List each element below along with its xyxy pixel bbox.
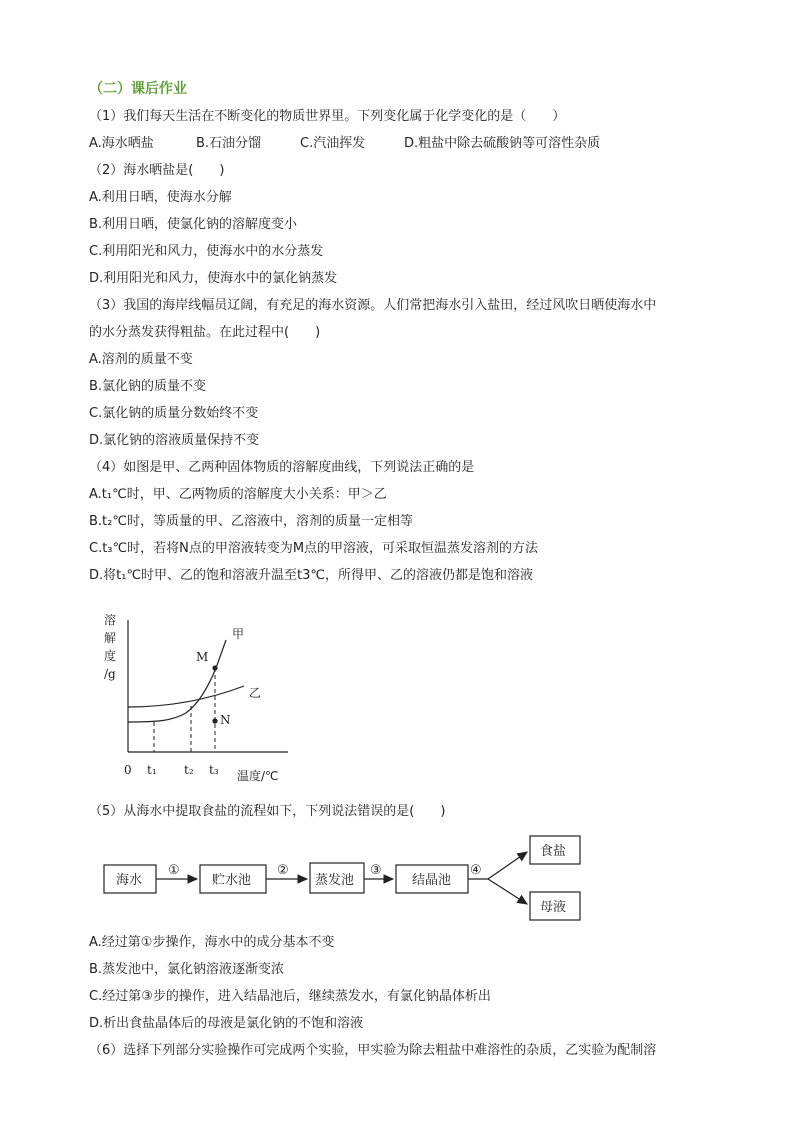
q2-option-b: B.利用日晒，使氯化钠的溶解度变小 bbox=[89, 217, 298, 232]
tick-t2: t₂ bbox=[184, 763, 194, 777]
q2-option-c: C.利用阳光和风力，使海水中的水分蒸发 bbox=[89, 244, 324, 259]
q5-stem: （5）从海水中提取食盐的流程如下，下列说法错误的是( ) bbox=[89, 804, 446, 819]
x-label: 温度/℃ bbox=[237, 769, 279, 783]
curve-yi-label: 乙 bbox=[249, 686, 262, 700]
q3-option-a: A.溶剂的质量不变 bbox=[89, 352, 193, 367]
q1-options bbox=[89, 135, 600, 153]
q3-option-c: C.氯化钠的质量分数始终不变 bbox=[89, 406, 259, 421]
q4-option-c: C.t₃℃时，若将N点的甲溶液转变为M点的甲溶液，可采取恒温蒸发溶剂的方法 bbox=[89, 541, 539, 556]
q4-option-b: B.t₂℃时，等质量的甲、乙溶液中，溶剂的质量一定相等 bbox=[89, 514, 413, 529]
point-m-label: M bbox=[196, 650, 209, 664]
q2-option-a: A.利用日晒，使海水分解 bbox=[89, 190, 232, 205]
curve-yi bbox=[128, 686, 244, 707]
arrow-to-salt bbox=[488, 852, 527, 879]
q5-option-b: B.蒸发池中，氯化钠溶液逐渐变浓 bbox=[89, 962, 285, 977]
q5-option-a: A.经过第①步操作，海水中的成分基本不变 bbox=[89, 935, 335, 950]
arrow-to-mother-liquor bbox=[488, 879, 527, 904]
point-m bbox=[212, 665, 217, 670]
q2-option-d: D.利用阳光和风力，使海水中的氯化钠蒸发 bbox=[89, 271, 338, 286]
box-seawater-label: 海水 bbox=[116, 873, 143, 888]
q3-stem-line1: （3）我国的海岸线幅员辽阔，有充足的海水资源。人们常把海水引入盐田，经过风吹日晒使海水中 bbox=[89, 298, 657, 313]
origin-label: 0 bbox=[124, 763, 132, 777]
point-n bbox=[212, 718, 217, 723]
q4-option-d: D.将t₁℃时甲、乙的饱和溶液升温至t3℃，所得甲、乙的溶液仍都是饱和溶液 bbox=[89, 568, 534, 583]
point-n-label: N bbox=[220, 713, 231, 727]
q4-stem: （4）如图是甲、乙两种固体物质的溶解度曲线，下列说法正确的是 bbox=[89, 460, 475, 475]
step-4-label: ④ bbox=[470, 863, 482, 878]
tick-t1: t₁ bbox=[147, 763, 157, 777]
box-crystallization-pool-label: 结晶池 bbox=[412, 873, 452, 888]
q5-option-c: C.经过第③步的操作，进入结晶池后，继续蒸发水，有氯化钠晶体析出 bbox=[89, 989, 491, 1004]
q3-stem-line2: 的水分蒸发获得粗盐。在此过程中( ) bbox=[89, 325, 321, 340]
q1-option-a: A.海水晒盐 bbox=[89, 136, 154, 151]
curve-jia bbox=[128, 640, 226, 722]
box-evaporation-pool-label: 蒸发池 bbox=[315, 873, 355, 888]
section-heading: （二）课后作业 bbox=[89, 81, 187, 97]
y-label-char-2: 解 bbox=[104, 631, 117, 645]
step-2-label: ② bbox=[277, 863, 289, 878]
box-salt-label: 食盐 bbox=[540, 844, 567, 859]
q6-stem: （6）选择下列部分实验操作可完成两个实验，甲实验为除去粗盐中难溶性的杂质，乙实验为配制溶 bbox=[89, 1043, 657, 1058]
solubility-curve-figure bbox=[92, 600, 312, 790]
q3-option-b: B.氯化钠的质量不变 bbox=[89, 379, 207, 394]
q3-option-d: D.氯化钠的溶液质量保持不变 bbox=[89, 433, 260, 448]
step-3-label: ③ bbox=[370, 863, 382, 878]
q2-stem: （2）海水晒盐是( ) bbox=[89, 163, 225, 178]
y-label-char-1: 溶 bbox=[104, 613, 117, 627]
box-mother-liquor-label: 母液 bbox=[540, 900, 567, 915]
q1-option-b: B.石油分馏 bbox=[196, 136, 262, 151]
curve-jia-label: 甲 bbox=[232, 627, 245, 641]
y-label-char-4: /g bbox=[104, 667, 116, 681]
q4-option-a: A.t₁℃时，甲、乙两物质的溶解度大小关系：甲＞乙 bbox=[89, 487, 387, 502]
step-1-label: ① bbox=[168, 863, 180, 878]
q1-option-d: D.粗盐中除去硫酸钠等可溶性杂质 bbox=[404, 136, 601, 151]
q5-option-d: D.析出食盐晶体后的母液是氯化钠的不饱和溶液 bbox=[89, 1016, 364, 1031]
box-storage-pool-label: 贮水池 bbox=[212, 873, 252, 888]
salt-extraction-flowchart bbox=[96, 830, 596, 930]
tick-t3: t₃ bbox=[209, 763, 219, 777]
q1-option-c: C.汽油挥发 bbox=[300, 136, 366, 151]
q1-stem: （1）我们每天生活在不断变化的物质世界里。下列变化属于化学变化的是（ ） bbox=[89, 109, 566, 124]
y-label-char-3: 度 bbox=[104, 649, 117, 663]
